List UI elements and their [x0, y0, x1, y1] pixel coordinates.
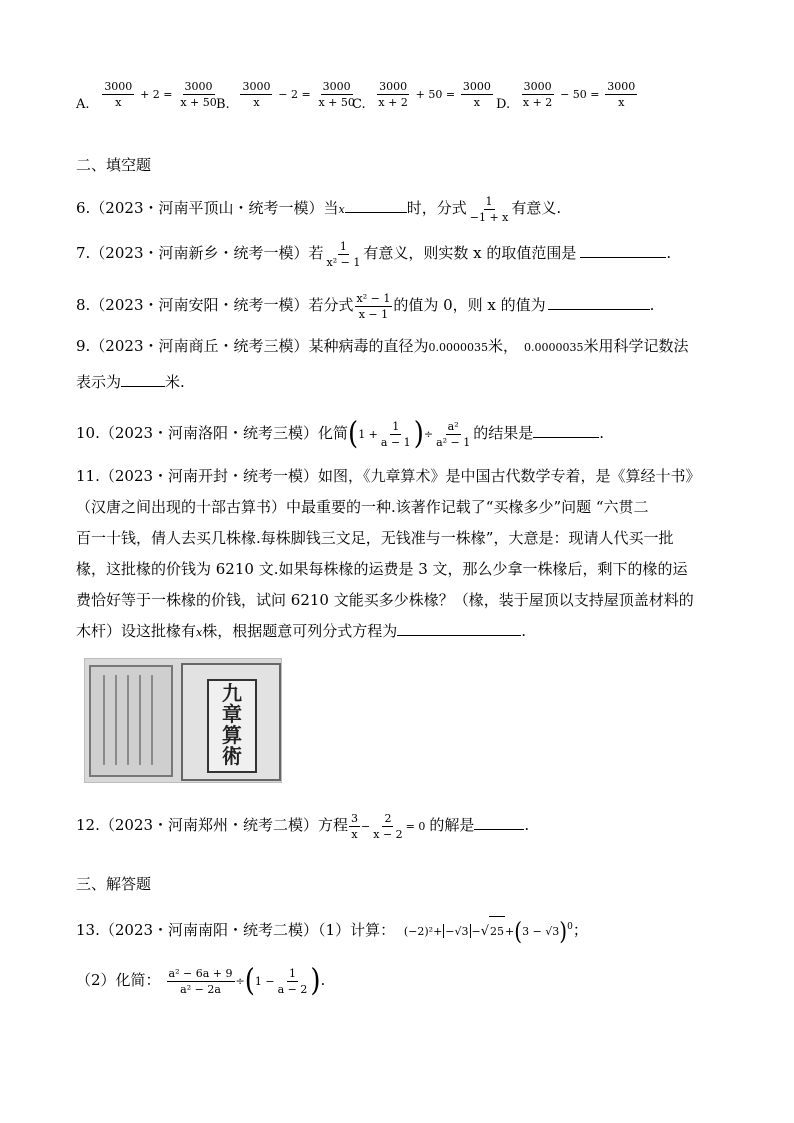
- answer-blank-12[interactable]: [474, 815, 524, 830]
- option-a: A. $\frac{3000}{x}$ + 2 = $\frac{3000}{x + 50}$: [76, 80, 217, 112]
- question-11-line-4: 椽，这批椽的价钱为 6210 文.如果每株椽的运费是 3 文，那么少拿一株椽后，剩下的椽的运: [76, 560, 688, 578]
- option-d-lhs-fraction: $\frac{3000}{x + 2}$: [522, 80, 553, 109]
- question-10: 10.（2023・河南洛阳・统考三模）化简(1 + $\frac{1}{a - 1}$ )÷ $\frac{\text{a²}}{\text{a² − 1}}$ 的结果是 .: [76, 416, 605, 452]
- q13-fraction-2: $\frac{1}{a - 2}$: [277, 967, 308, 996]
- option-c-label: C.: [352, 97, 366, 112]
- jiuzhang-suanshu-book-image: [84, 658, 282, 783]
- q6-fraction: $\frac{1}{-1 + x}$: [469, 195, 509, 224]
- option-b-label: B.: [216, 97, 230, 112]
- question-11-line-1: 11.（2023・河南开封・统考一模）如图，《九章算术》是中国古代数学专着，是《算经十书》: [76, 467, 701, 485]
- answer-blank-10[interactable]: [533, 423, 599, 438]
- answer-blank-6[interactable]: [345, 198, 407, 213]
- answer-blank-11[interactable]: [397, 621, 521, 636]
- question-8: 8.（2023・河南安阳・统考一模）若分式 $\frac{\text{x² − 1}}{x - 1}$ 的值为 0，则 x 的值为 .: [76, 292, 655, 321]
- option-c: C. $\frac{3000}{x + 2}$ + 50 = $\frac{3000}{x}$: [352, 80, 491, 112]
- option-d-rhs-fraction: $\frac{3000}{x}$: [607, 80, 636, 109]
- question-11-line-5: 费恰好等于一株椽的价钱，试问 6210 文能买多少株椽？（椽，装于屋顶以支持屋顶盖材料的: [76, 591, 694, 609]
- option-d: D. $\frac{3000}{x + 2}$ − 50 = $\frac{3000}{x}$: [496, 80, 636, 112]
- question-13: 13.（2023・河南南阳・统考二模）（1）计算： $(-2)^2+ -√3 -√25+(3 - √3)^0$；: [76, 916, 588, 946]
- question-11-line-6: 木杆）设这批椽有x株，根据题意可列分式方程为 .: [76, 622, 527, 640]
- answer-blank-9[interactable]: [121, 372, 165, 387]
- question-9-line-2: 表示为 米.: [76, 373, 185, 391]
- book-title: 九 章 算 術: [222, 681, 242, 768]
- question-11-line-2: （汉唐之间出现的十部古算书）中最重要的一种.该著作记载了“买椽多少”问题 “六贯二: [76, 498, 649, 516]
- question-11-line-3: 百一十钱，倩人去买几株椽.每株脚钱三文足，无钱准与一株椽”，大意是：现请人代买一批: [76, 529, 674, 547]
- question-7: 7.（2023・河南新乡・统考一模）若 $\frac{1}{\text{x² − 1}}$ 有意义，则实数 x 的取值范围是 .: [76, 240, 672, 269]
- option-d-label: D.: [496, 97, 511, 112]
- option-b: B. $\frac{3000}{x}$ − 2 = $\frac{3000}{x + 50}$: [216, 80, 355, 112]
- option-a-rhs-fraction: $\frac{3000}{x + 50}$: [180, 80, 217, 109]
- question-12: 12.（2023・河南郑州・统考二模）方程 $\frac{3}{x}$ − $\frac{2}{x - 2}$ = 0 的解是 .: [76, 812, 530, 841]
- option-c-lhs-fraction: $\frac{3000}{x + 2}$: [378, 80, 408, 109]
- answer-blank-8[interactable]: [548, 295, 650, 310]
- option-a-label: A.: [76, 97, 90, 112]
- question-13-part-2: （2）化简： $\frac{\text{a² − 6a + 9}}{\text{a² − 2a}}$ ÷(1 − $\frac{1}{a - 2}$ ).: [76, 963, 326, 999]
- q12-fraction-1: $\frac{3}{x}$: [351, 812, 359, 841]
- q10-fraction-1: $\frac{1}{a - 1}$: [380, 420, 411, 449]
- option-b-rhs-fraction: $\frac{3000}{x + 50}$: [318, 80, 355, 109]
- q13-fraction-1: $\frac{\text{a² − 6a + 9}}{\text{a² − 2a}}$: [168, 967, 233, 996]
- answer-blank-7[interactable]: [580, 243, 666, 258]
- q10-fraction-2: $\frac{\text{a²}}{\text{a² − 1}}$: [436, 420, 471, 449]
- option-c-rhs-fraction: $\frac{3000}{x}$: [462, 80, 491, 109]
- option-b-lhs-fraction: $\frac{3000}{x}$: [242, 80, 271, 109]
- question-9: 9.（2023・河南商丘・统考三模）某种病毒的直径为0.0000035米， 0.0000035米用科学记数法: [76, 337, 689, 355]
- question-6: 6.（2023・河南平顶山・统考一模）当x 时，分式 $\frac{1}{-1 + x}$ 有意义.: [76, 195, 562, 224]
- book-cover: [181, 663, 281, 781]
- section-heading-fill-in: 二、填空题: [76, 156, 152, 174]
- option-a-lhs-fraction: $\frac{3000}{x}$: [104, 80, 133, 109]
- q7-fraction: $\frac{1}{\text{x² − 1}}$: [326, 240, 361, 269]
- section-heading-solve: 三、解答题: [76, 875, 152, 893]
- q8-fraction: $\frac{\text{x² − 1}}{x - 1}$: [356, 292, 391, 321]
- q12-fraction-2: $\frac{2}{x - 2}$: [373, 812, 403, 841]
- book-open-page: [89, 665, 173, 777]
